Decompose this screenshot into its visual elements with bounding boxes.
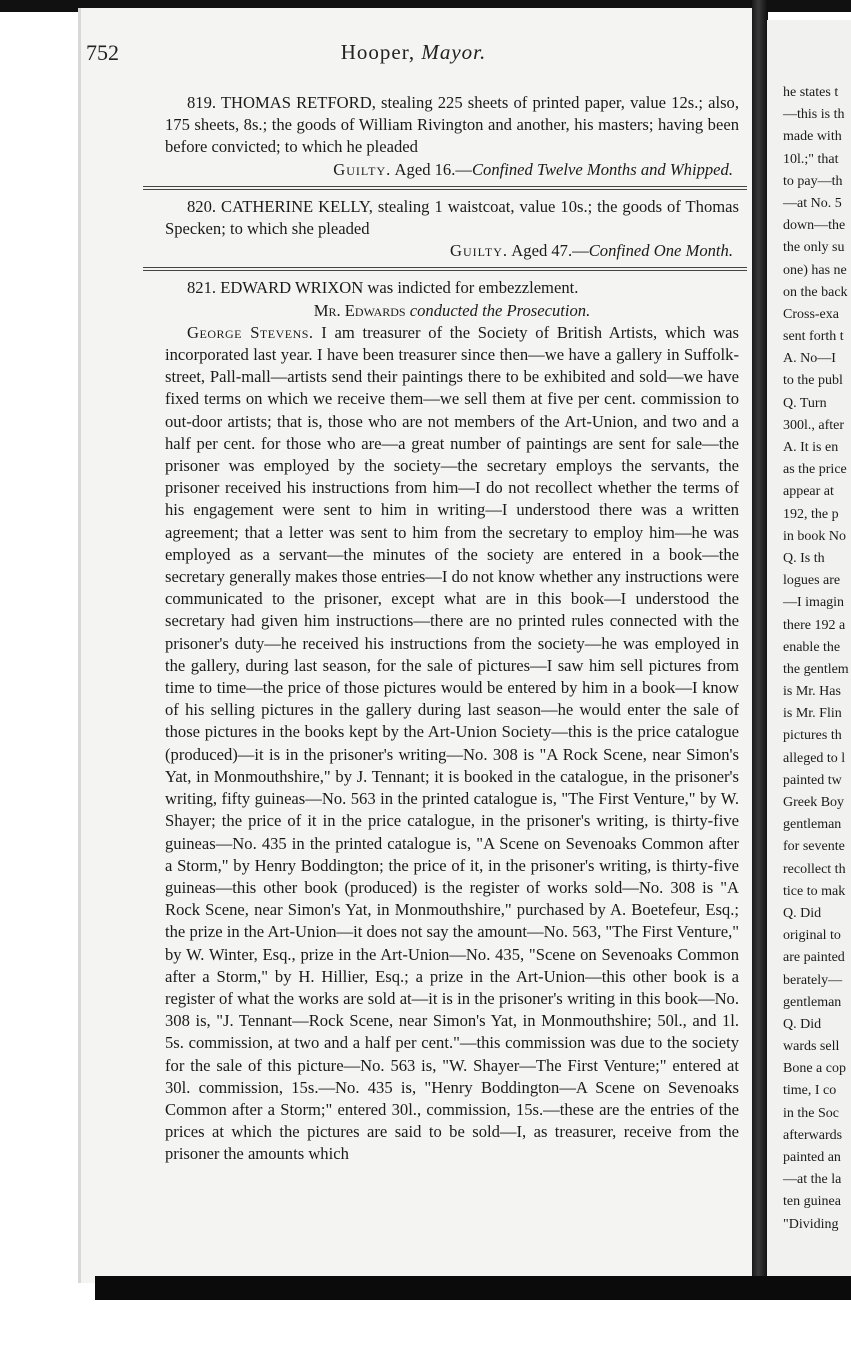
page-number: 752 (86, 40, 119, 65)
facing-page-line: Q. Is th (783, 550, 825, 566)
facing-page-line: Q. Did (783, 905, 822, 921)
facing-page-line: —at No. 5 (783, 195, 842, 211)
facing-page-line: made with (783, 129, 842, 145)
facing-page-line: for sevente (783, 839, 845, 855)
book-edge-bottom (95, 1276, 851, 1300)
facing-page-line: 300l., after (783, 417, 845, 433)
facing-page-line: wards sell (783, 1039, 840, 1055)
case-819-verdict (165, 159, 733, 181)
facing-page-line: Bone a cop (783, 1061, 846, 1077)
section-divider (143, 186, 747, 190)
facing-page-line: to pay—th (783, 173, 843, 189)
right-page-fragment (767, 20, 851, 1285)
section-divider (143, 267, 747, 271)
facing-page-line: appear at (783, 484, 834, 500)
verdict-age: Aged 47.— (511, 241, 589, 261)
facing-page-line: in book No (783, 528, 846, 544)
verdict-age: Aged 16.— (394, 159, 472, 179)
facing-page-line: painted tw (783, 772, 842, 788)
facing-page-line: he states t (783, 85, 839, 100)
facing-page-line: enable the (783, 639, 841, 655)
facing-page-line: to the publ (783, 373, 843, 389)
facing-page-line: —I imagin (783, 595, 845, 611)
facing-page-text (783, 82, 849, 1236)
facing-page-line: "Dividing (783, 1216, 839, 1232)
facing-page-line: as the price (783, 462, 847, 478)
main-text-column (165, 92, 739, 1166)
facing-page-line: gentleman (783, 994, 842, 1010)
case-821-heading: 821. EDWARD WRIXON was indicted for embezzlement. (187, 278, 579, 298)
facing-page-line: —this is th (783, 107, 845, 123)
facing-page-line: the gentlem (783, 661, 849, 677)
facing-page-line: Q. Turn (783, 395, 827, 411)
book-spine (752, 0, 768, 1295)
case-820-text: 820. CATHERINE KELLY, stealing 1 waistcoat, value 10s.; the goods of Thomas Specken; to which she pleaded (165, 196, 739, 239)
facing-page-line: time, I co (783, 1083, 837, 1099)
facing-page-line: original to (783, 928, 841, 944)
prosecutor-name: Mr. Edwards (313, 300, 406, 320)
facing-page-line: sent forth t (783, 329, 844, 345)
verdict-sentence: Confined Twelve Months and Whipped. (471, 159, 733, 179)
facing-page-line: in the Soc (783, 1105, 839, 1121)
running-head-name: Hooper, (340, 40, 416, 64)
testimony-text: I am treasurer of the Society of British Artists, which was incorporated last year. I have been treasurer since then—we have a gallery in Suffolk-street, Pall-mall—artists send their paintings there to be exhibited and sold—we have fixed terms on which we receive them—we sell them at five per cent. commission to out-door artists; that is, those who are not members of the Art-Union, and two and a half per cent. for those who are—a great number of paintings are sent for sale—the prisoner was employed by the society—the secretary employs the servants, the prisoner received his instructions from him—I do not recollect whether the terms of his engagement were sent to him in writing—I understood there was a written agreement; that a letter was sent to him from the secretary to employ him—he was employed as a servant—the minutes of the society are entered in a book—the secretary generally makes those entries—I do not know whether any instructions were communicated to the prisoner, except what are in this book—I understood the secretary had given him instructions—there are no printed rules connected with the prisoner's duty—he received his instructions from the society—he was employed in the gallery, during last season, for the sale of pictures—I saw him sell pictures from time to time—the price of those pictures would be entered by him in a book—I know of his selling pictures in the gallery during last season—he would enter the sale of those pictures in the books kept by the Art-Union Society—this is the price catalogue (produced)—it is in the prisoner's writing—No. 308 is "A Rock Scene, near Simon's Yat, in Monmouthshire," by J. Tennant; it is booked in the catalogue, in the prisoner's writing, fifty guineas—No. 563 in the printed catalogue is, "The First Venture," by W. Shayer; the price of it in the price catalogue, in the prisoner's writing, is thirty-five guineas—No. 435 in the printed catalogue is, "A Scene on Sevenoaks Common after a Storm," by Henry Boddington; the price of it, in the prisoner's writing, is thirty-five guineas—this other book (produced) is the register of works sold—No. 308 is "A Rock Scene, near Simon's Yat, in Monmouthshire," purchased by A. Boetefeur, Esq.; the prize in the Art-Union—it does not say the amount—No. 563, "The First Venture," by W. Winter, Esq., prize in the Art-Union—No. 435, "Scene on Sevenoaks Common after a Storm," by H. Hillier, Esq.; a prize in the Art-Union—this other book is a register of what the works are sold at—it is in the prisoner's writing in this book—No. 308 is, "J. Tennant—Rock Scene, near Simon's Yat, in Monmouthshire; 50l., and 1l. 5s. commission, at two and a half per cent."—this commission was due to the society for the sale of this picture—No. 563 is, "W. Shayer—The First Venture;" entered at 30l. commission, 15s.—No. 435 is, "Henry Boddington—A Scene on Sevenoaks Common after a Storm;" entered 30l., commission, 15s.—these are the entries of the prices at which the pictures are said to be sold—I, as treasurer, receive from the prisoner the amounts which (165, 322, 739, 1164)
facing-page-line: Greek Boy (783, 795, 845, 810)
witness-name: George Stevens. (187, 322, 314, 342)
running-head-title: Mayor. (421, 40, 487, 64)
facing-page-line: are painted (783, 950, 845, 966)
facing-page-line: the only su (783, 240, 845, 256)
facing-page-line: afterwards (783, 1127, 843, 1143)
facing-page-line: —at the la (783, 1172, 842, 1188)
facing-page-line: painted an (783, 1150, 841, 1165)
facing-page-line: A. It is en (783, 440, 839, 455)
facing-page-line: pictures th (783, 728, 842, 744)
facing-page-line: ten guinea (783, 1194, 841, 1210)
facing-page-line: A. No—I (783, 351, 836, 367)
facing-page-line: tice to mak (783, 883, 846, 899)
prosecution-note: conducted the Prosecution. (409, 300, 591, 320)
verdict-guilty: Guilty. (450, 241, 509, 261)
facing-page-line: 10l.;" that (783, 151, 839, 167)
facing-page-line: logues are (783, 573, 841, 589)
verdict-sentence: Confined One Month. (588, 241, 733, 261)
facing-page-line: is Mr. Has (783, 684, 841, 700)
facing-page-line: there 192 a (783, 617, 846, 633)
page-header (86, 40, 741, 70)
facing-page-line: recollect th (783, 861, 846, 877)
facing-page-line: gentleman (783, 817, 842, 833)
facing-page-line: is Mr. Flin (783, 706, 842, 722)
case-819-text: 819. THOMAS RETFORD, stealing 225 sheets of printed paper, value 12s.; also, 175 sheets, 8s.; the goods of William Rivington and another, his masters; having been before convicted; to which he pleaded (165, 93, 739, 157)
witness-testimony (165, 322, 739, 1166)
facing-page-line: Q. Did (783, 1016, 822, 1032)
verdict-guilty: Guilty. (333, 159, 392, 179)
case-820-verdict (165, 240, 733, 262)
facing-page-line: down—the (783, 218, 846, 234)
facing-page-line: berately— (783, 972, 843, 988)
prosecution-line (165, 300, 739, 322)
facing-page-line: one) has ne (783, 262, 847, 278)
facing-page-line: alleged to l (783, 750, 846, 766)
facing-page-line: 192, the p (783, 506, 839, 522)
facing-page-line: Cross-exa (783, 306, 839, 322)
running-head (86, 40, 741, 65)
facing-page-line: on the back (783, 284, 848, 300)
